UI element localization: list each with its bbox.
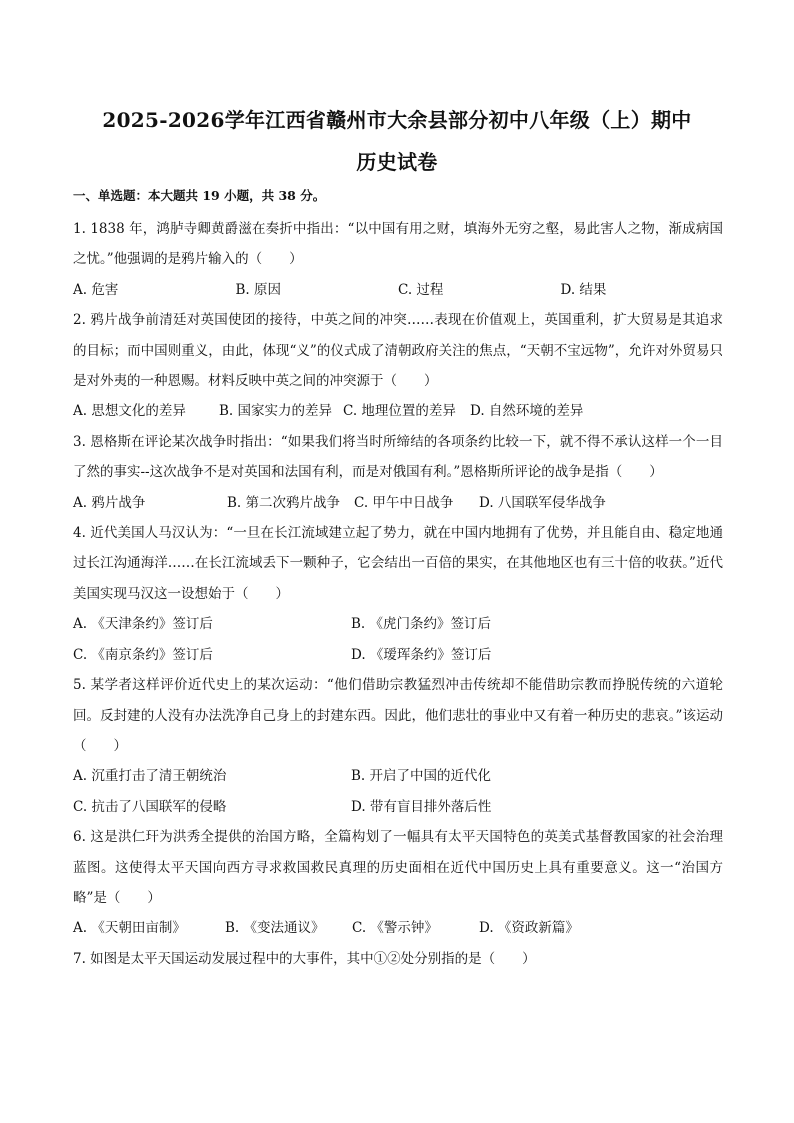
question-3-option-a: A. 鸦片战争 — [73, 494, 146, 511]
question-5-options-row-2 — [73, 792, 723, 822]
question-5-option-a: A. 沉重打击了清王朝统治 — [73, 768, 227, 785]
question-4-option-d: D. 《瑷珲条约》签订后 — [351, 646, 492, 663]
question-2-stem: 2. 鸦片战争前清廷对英国使团的接待，中英之间的冲突……表现在价值观上，英国重利，扩大贸易是其追求的目标；而中国则重义，由此，体现“义”的仪式成了清朝政府关注的焦点，“天朝不宝远物”，允许对外贸易只是对外夷的一种恩赐。材料反映中英之间的冲突源于（ ） — [73, 312, 723, 390]
question-2-options — [73, 396, 723, 426]
question-1-option-a: A. 危害 — [73, 281, 119, 298]
question-1-option-c: C. 过程 — [398, 281, 444, 298]
question-3-option-c: C. 甲午中日战争 — [354, 494, 454, 511]
question-1-option-b: B. 原因 — [235, 281, 282, 298]
question-5-options-row-1 — [73, 761, 723, 791]
question-5-option-c: C. 抗击了八国联军的侵略 — [73, 798, 227, 815]
question-1-option-d: D. 结果 — [560, 281, 607, 298]
question-list — [73, 214, 723, 974]
question-3-stem: 3. 恩格斯在评论某次战争时指出：“如果我们将当时所缔结的各项条约比较一下，就不得不承认这样一个一目了然的事实--这次战争不是对英国和法国有利，而是对俄国有利。”恩格斯所评论的战争是指（ ） — [73, 433, 723, 481]
question-5-stem: 5. 某学者这样评价近代史上的某次运动：“他们借助宗教猛烈冲击传统却不能借助宗教而挣脱传统的六道轮回。反封建的人没有办法洗净自己身上的封建东西。因此，他们悲壮的事业中又有着一种历史的悲哀。”该运动（ ） — [73, 677, 723, 754]
question-2-option-d: D. 自然环境的差异 — [470, 403, 584, 420]
question-2-option-a: A. 思想文化的差异 — [73, 403, 186, 420]
question-6-option-a: A. 《天朝田亩制》 — [73, 920, 186, 937]
question-6-option-c: C. 《警示钟》 — [352, 920, 438, 937]
question-2-option-c: C. 地理位置的差异 — [343, 403, 456, 420]
question-6-stem: 6. 这是洪仁玕为洪秀全提供的治国方略，全篇构划了一幅具有太平天国特色的英美式基督教国家的社会治理蓝图。这使得太平天国向西方寻求救国救民真理的历史面相在近代中国历史上具有重要意义。这一“治国方略”是（ ） — [73, 829, 723, 906]
question-1-stem: 1. 1838 年，鸿胪寺卿黄爵滋在奏折中指出：“以中国有用之财，填海外无穷之壑，易此害人之物，渐成病国之忧。”他强调的是鸦片输入的（ ） — [73, 221, 723, 268]
question-3-options — [73, 488, 723, 518]
question-6-option-b: B. 《变法通议》 — [225, 920, 325, 937]
question-4-stem: 4. 近代美国人马汉认为：“一旦在长江流域建立起了势力，就在中国内地拥有了优势，并且能自由、稳定地通过长江沟通海洋……在长江流域丢下一颗种子，它会结出一百倍的果实，在其他地区也有三十倍的收获。”近代美国实现马汉这一设想始于（ ） — [73, 525, 723, 602]
question-4-option-a: A. 《天津条约》签订后 — [73, 616, 213, 633]
question-7-stem: 7. 如图是太平天国运动发展过程中的大事件，其中①②处分别指的是（ ） — [73, 950, 536, 967]
question-5-option-d: D. 带有盲目排外落后性 — [351, 798, 492, 815]
question-2-option-b: B. 国家实力的差异 — [219, 403, 333, 420]
exam-title: 2025-2026学年江西省赣州市大余县部分初中八年级（上）期中 — [102, 108, 692, 132]
section-heading: 一、单选题：本大题共 19 小题，共 38 分。 — [73, 188, 326, 203]
question-6-option-d: D. 《资政新篇》 — [479, 920, 579, 937]
question-3-option-b: B. 第二次鸦片战争 — [227, 494, 341, 511]
question-5-option-b: B. 开启了中国的近代化 — [351, 768, 492, 785]
question-6-options — [73, 913, 723, 943]
question-4-options-row-2 — [73, 640, 723, 670]
question-4-option-b: B. 《虎门条约》签订后 — [351, 616, 492, 633]
question-3-option-d: D. 八国联军侵华战争 — [479, 494, 606, 511]
question-1-options — [73, 275, 723, 305]
exam-subject-title: 历史试卷 — [356, 150, 438, 174]
question-4-option-c: C. 《南京条约》签订后 — [73, 646, 213, 663]
question-4-options-row-1 — [73, 609, 723, 639]
